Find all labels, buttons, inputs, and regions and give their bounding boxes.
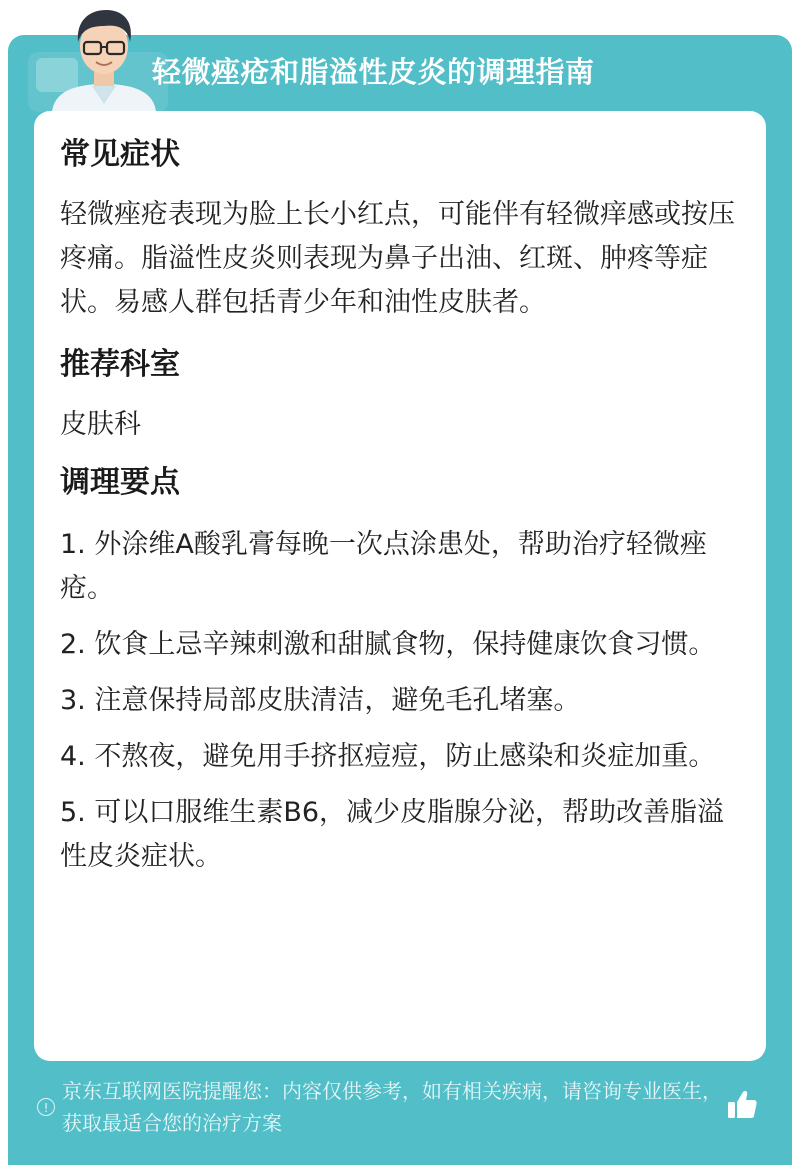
- list-item: 1. 外涂维A酸乳膏每晚一次点涂患处，帮助治疗轻微痤疮。: [60, 529, 707, 604]
- doctor-avatar: [44, 0, 164, 112]
- disclaimer-text: 京东互联网医院提醒您：内容仅供参考，如有相关疾病，请咨询专业医生，获取最适合您的治疗方案: [62, 1079, 722, 1135]
- thumbs-up-icon[interactable]: [724, 1086, 760, 1122]
- care-heading: 调理要点: [60, 465, 180, 500]
- page-title: 轻微痤疮和脂溢性皮炎的调理指南: [152, 55, 595, 89]
- info-icon: !: [37, 1098, 55, 1116]
- department-text: 皮肤科: [60, 409, 141, 440]
- symptoms-text: 轻微痤疮表现为脸上长小红点，可能伴有轻微痒感或按压疼痛。脂溢性皮炎则表现为鼻子出油、红斑、肿疼等症状。易感人群包括青少年和油性皮肤者。: [60, 199, 735, 318]
- list-item: 5. 可以口服维生素B6，减少皮脂腺分泌，帮助改善脂溢性皮炎症状。: [60, 797, 725, 872]
- list-item: 3. 注意保持局部皮肤清洁，避免毛孔堵塞。: [60, 685, 581, 716]
- symptoms-heading: 常见症状: [60, 137, 180, 172]
- list-item: 2. 饮食上忌辛辣刺激和甜腻食物，保持健康饮食习惯。: [60, 629, 716, 660]
- care-list: [60, 523, 736, 879]
- card-content: [60, 131, 736, 891]
- content-card: [34, 111, 766, 1061]
- department-heading: 推荐科室: [60, 347, 180, 382]
- list-item: 4. 不熬夜，避免用手挤抠痘痘，防止感染和炎症加重。: [60, 741, 716, 772]
